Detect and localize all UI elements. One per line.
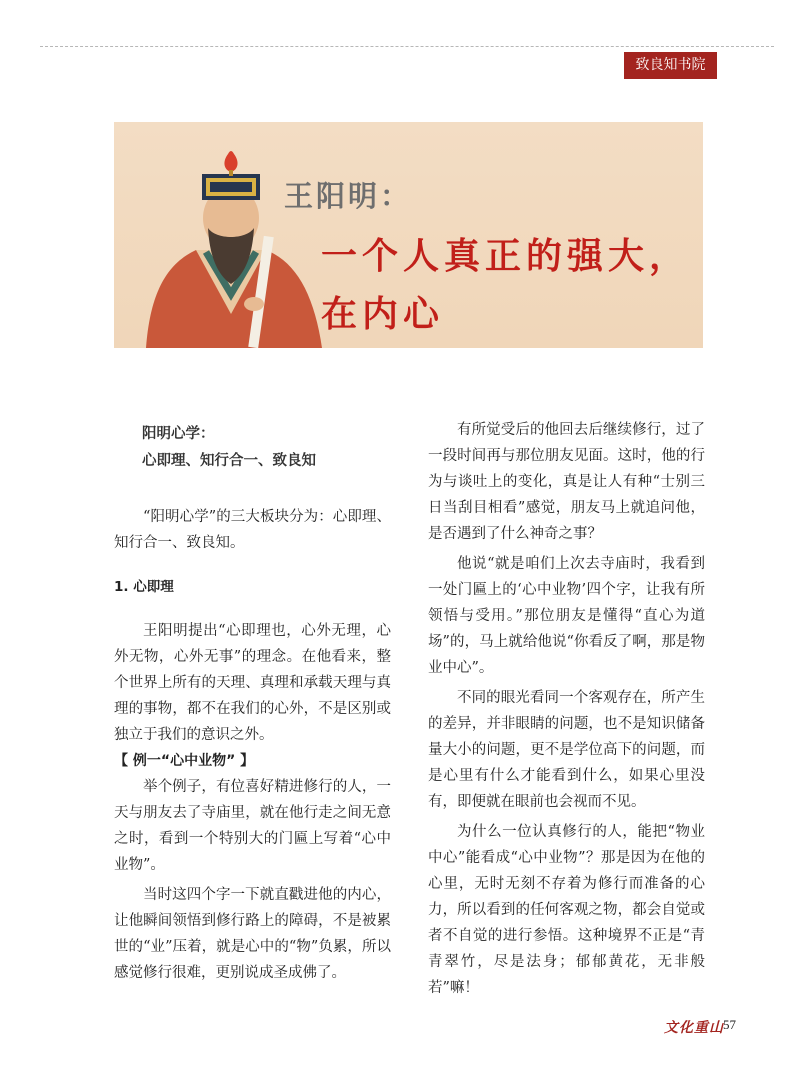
example-heading: 【 例一“心中业物” 】 <box>114 753 255 769</box>
paragraph: 他说“就是咱们上次去寺庙时，我看到一处门匾上的‘心中业物’四个字，让我有所领悟与受用。”那位朋友是懂得“直心为道场”的，马上就给他说“你看反了啊，那是物业中心”。 <box>428 556 705 676</box>
paragraph: 有所觉受后的他回去后继续修行，过了一段时间再与那位朋友见面。这时，他的行为与谈吐上的变化，真是让人有种“士别三日当刮目相看”感觉，朋友马上就追问他，是否遇到了什么神奇之事？ <box>428 422 705 542</box>
paragraph: 为什么一位认真修行的人，能把“物业中心”能看成“心中业物”？那是因为在他的心里，无时无刻不存着为修行而准备的心力，所以看到的任何客观之物，都会自觉或者不自觉的进行参悟。这种境界不正是“青青翠竹，尽是法身；郁郁黄花，无非般若”嘛！ <box>428 824 705 996</box>
paragraph: 王阳明提出“心即理也，心外无理，心外无物，心外无事”的理念。在他看来，整个世界上所有的天理、真理和承载天理与真理的事物，都不在我们的心外，不是区别或独立于我们的意识之外。 <box>114 623 391 743</box>
intro-paragraph: “阳明心学”的三大板块分为：心即理、知行合一、致良知。 <box>114 509 391 551</box>
paragraph: 举个例子，有位喜好精进修行的人，一天与朋友去了寺庙里，就在他行走之间无意之时，看到一个特别大的门匾上写着“心中业物”。 <box>114 779 391 873</box>
abstract-line2: 心即理、知行合一、致良知 <box>142 452 316 469</box>
paragraph: 当时这四个字一下就直戳进他的内心，让他瞬间领悟到修行路上的障碍，不是被累世的“业”压着，就是心中的“物”负累，所以感觉修行很难，更别说成圣成佛了。 <box>114 887 391 981</box>
header-rule <box>40 46 774 47</box>
section-heading: 1. 心即理 <box>114 579 174 595</box>
banner-title-line3: 在内心 <box>321 294 445 335</box>
title-banner <box>114 122 703 348</box>
section-tag: 致良知书院 <box>624 52 717 79</box>
banner-title-name: 王阳明： <box>284 179 413 213</box>
banner-title-line2: 一个人真正的强大， <box>321 236 691 277</box>
page-number: 57 <box>723 1017 736 1032</box>
right-column <box>428 417 705 1001</box>
paragraph: 不同的眼光看同一个客观存在，所产生的差异，并非眼睛的问题，也不是知识储备量大小的问题，更不是学位高下的问题，而是心里有什么才能看到什么，如果心里没有，即便就在眼前也会视而不见。 <box>428 690 705 810</box>
magazine-brand: 文化重山 <box>664 1020 724 1036</box>
abstract <box>142 420 391 474</box>
abstract-line1: 阳明心学： <box>142 425 215 442</box>
left-column <box>114 420 391 986</box>
